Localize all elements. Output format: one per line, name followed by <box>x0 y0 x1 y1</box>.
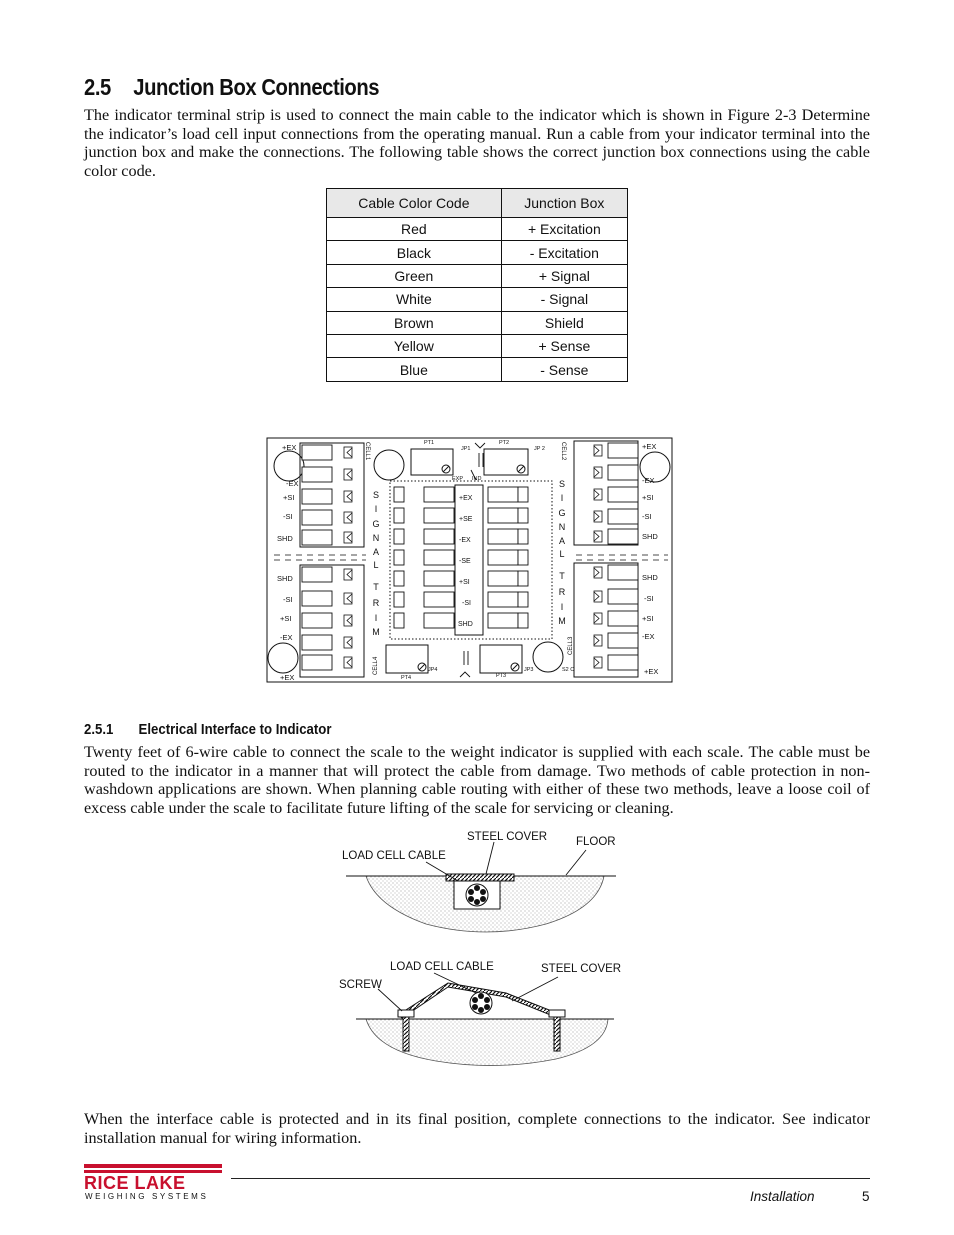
trim-letter: G <box>558 508 566 518</box>
terminal-block <box>518 613 528 628</box>
trim-letter: R <box>558 587 566 597</box>
trim-letter: A <box>558 536 566 546</box>
label-right-top-3: -SI <box>642 512 652 521</box>
footer-rule <box>231 1178 870 1179</box>
terminal-block <box>518 550 528 565</box>
terminal-block <box>518 592 528 607</box>
color-cell: Red <box>327 218 502 241</box>
trim-letter: I <box>374 613 378 623</box>
center-label-1: +SE <box>459 516 473 523</box>
trim-letter: L <box>559 549 565 559</box>
jp2-label: JP 2 <box>534 446 545 452</box>
color-cell: Yellow <box>327 334 502 357</box>
trim-letter: I <box>374 504 378 514</box>
terminal-block <box>424 550 454 565</box>
center-label-0: +EX <box>459 495 473 502</box>
label-right-bottom-4: +EX <box>644 667 659 676</box>
fig2-cable-label: LOAD CELL CABLE <box>390 961 494 973</box>
subsection-number: 2.5.1 <box>84 721 114 738</box>
logo-brand-bottom: WEIGHING SYSTEMS <box>85 1192 209 1201</box>
terminal-block <box>488 550 518 565</box>
terminal-block <box>518 529 528 544</box>
terminal-block <box>424 571 454 586</box>
logo-brand-top: RICE LAKE <box>84 1173 186 1193</box>
terminal-block <box>424 508 454 523</box>
terminal-block <box>302 567 352 582</box>
color-cell: Brown <box>327 311 502 334</box>
terminal-block <box>594 655 638 670</box>
floor-channel-figure <box>336 826 626 942</box>
label-left-bottom-2: +SI <box>280 614 292 623</box>
terminal-block <box>594 529 638 544</box>
terminal-block <box>594 487 638 502</box>
terminal-block <box>394 571 404 586</box>
fig1-steel-cover-label: STEEL COVER <box>467 831 548 843</box>
terminal-block <box>518 508 528 523</box>
terminal-block <box>394 592 404 607</box>
trim-letter: M <box>372 627 380 637</box>
terminal-block <box>594 443 638 458</box>
terminal-block <box>594 611 638 626</box>
terminal-cell: - Sense <box>501 358 627 381</box>
table-row <box>327 218 628 241</box>
terminal-block <box>302 655 352 670</box>
terminal-block <box>394 529 404 544</box>
label-right-bottom-1: -SI <box>644 594 654 603</box>
table-row <box>327 334 628 357</box>
trim-letter: N <box>372 533 380 543</box>
terminal-cell: + Signal <box>501 264 627 287</box>
trim-letter: I <box>560 602 564 612</box>
table-row <box>327 241 628 264</box>
terminal-block <box>424 592 454 607</box>
label-right-top-2: +SI <box>642 493 654 502</box>
subsection-paragraph: Twenty feet of 6-wire cable to connect the scale to the weight indicator is supplied with each scale. The cable must be routed to the indicator in a manner that will protect the cable from damage. Two methods of cable protection in non-washdown applications are shown. When planning cable routing with either of these two methods, leave a loose coil of excess cable under the scale to facilitate future lifting of the scale for servicing or cleaning. <box>84 743 870 817</box>
trim-letter: G <box>372 519 380 529</box>
label-left-bottom-1: -SI <box>283 595 293 604</box>
cell4-label: CELL4 <box>373 656 379 675</box>
label-right-top-1: -EX <box>642 476 655 485</box>
section-number: 2.5 <box>84 74 111 100</box>
center-label-5: -SI <box>462 600 471 607</box>
trim-letter: L <box>373 560 379 570</box>
junction-board-diagram <box>266 437 674 684</box>
trim-letter: S <box>558 479 566 489</box>
mount-hole <box>268 643 298 673</box>
terminal-block <box>302 467 352 482</box>
terminal-block <box>302 530 352 545</box>
terminal-cell: + Excitation <box>501 218 627 241</box>
terminal-block <box>488 571 518 586</box>
terminal-block <box>302 635 352 650</box>
color-code-table <box>326 188 628 382</box>
label-right-bottom-2: +SI <box>642 614 654 623</box>
jp1-label: JP1 <box>461 446 471 452</box>
trim-letter: I <box>560 493 564 503</box>
terminal-cell: - Excitation <box>501 241 627 264</box>
table-row <box>327 311 628 334</box>
label-right-top-4: SHD <box>642 532 658 541</box>
section-title: Junction Box Connections <box>133 74 380 100</box>
mount-hole <box>533 642 563 672</box>
pt3-label: PT3 <box>496 673 507 679</box>
terminal-block <box>518 487 528 502</box>
table-row <box>327 264 628 287</box>
label-left-top-1: -EX <box>286 479 299 488</box>
rice-lake-logo <box>84 1164 224 1202</box>
table-header-row <box>327 189 628 218</box>
fig1-floor-label: FLOOR <box>576 836 616 848</box>
terminal-block <box>424 529 454 544</box>
terminal-block <box>394 550 404 565</box>
color-cell: Blue <box>327 358 502 381</box>
terminal-block <box>424 613 454 628</box>
footer-section-name: Installation <box>750 1189 815 1204</box>
table-row <box>327 358 628 381</box>
terminal-block <box>302 591 352 606</box>
terminal-block <box>302 445 352 460</box>
trim-letter: T <box>559 571 565 581</box>
label-left-bottom-3: -EX <box>280 633 293 642</box>
cable-bundle <box>466 884 488 906</box>
table-header-cell: Junction Box <box>501 189 627 218</box>
terminal-block <box>594 633 638 648</box>
trim-letter: N <box>558 522 566 532</box>
terminal-block <box>394 487 404 502</box>
center-label-2: -EX <box>459 537 471 544</box>
terminal-block <box>302 489 352 504</box>
terminal-cell: Shield <box>501 311 627 334</box>
jp3-label: JP3 <box>524 667 534 673</box>
s2c-label: S2 C <box>562 667 575 673</box>
pt1-label: PT1 <box>424 440 435 446</box>
fig2-screw-label: SCREW <box>339 979 382 991</box>
trim-letter: M <box>558 616 566 626</box>
terminal-block <box>488 529 518 544</box>
floor-cutout <box>366 1019 608 1066</box>
pt2-label: PT2 <box>499 440 510 446</box>
label-left-bottom-4: +EX <box>280 673 295 682</box>
terminal-cell: - Signal <box>501 288 627 311</box>
terminal-block <box>424 487 454 502</box>
color-cell: Black <box>327 241 502 264</box>
table-row <box>327 288 628 311</box>
trim-letter: T <box>373 582 379 592</box>
label-right-bottom-3: -EX <box>642 632 655 641</box>
terminal-block <box>488 613 518 628</box>
terminal-cell: + Sense <box>501 334 627 357</box>
label-left-top-2: +SI <box>283 493 295 502</box>
section-heading <box>84 74 379 101</box>
terminal-block <box>488 592 518 607</box>
terminal-block <box>488 508 518 523</box>
terminal-block <box>594 565 638 580</box>
color-cell: White <box>327 288 502 311</box>
terminal-block <box>594 589 638 604</box>
cable-bundle <box>470 992 492 1014</box>
trim-letter: A <box>372 547 380 557</box>
intro-paragraph: The indicator terminal strip is used to connect the main cable to the indicator which is shown in Figure 2-3 Determine the indicator’s load cell input connections from the operating manual. Run a cable from your indicator terminal into the junction box and make the connections. The following table shows the correct junction box connections using the cable color code. <box>84 106 870 180</box>
terminal-block <box>302 510 352 525</box>
cell2-label: CELL2 <box>560 442 566 461</box>
subsection-heading <box>84 721 332 738</box>
table-header-cell: Cable Color Code <box>327 189 502 218</box>
terminal-block <box>594 465 638 480</box>
terminal-block <box>518 571 528 586</box>
terminal-block <box>394 613 404 628</box>
cell1-label: CELL1 <box>364 442 370 461</box>
color-cell: Green <box>327 264 502 287</box>
terminal-block <box>394 508 404 523</box>
trim-letter: R <box>372 598 380 608</box>
mount-hole <box>374 450 404 480</box>
center-label-6: SHD <box>458 621 473 628</box>
label-left-top-4: SHD <box>277 534 293 543</box>
pt4-label: PT4 <box>401 675 412 681</box>
jp4-label: JP4 <box>428 667 438 673</box>
exp-label: EXP <box>452 476 464 482</box>
closing-paragraph: When the interface cable is protected and in its final position, complete connections to the indicator. See indicator installation manual for wiring information. <box>84 1110 870 1147</box>
label-left-top-3: -SI <box>283 512 293 521</box>
center-label-3: -SE <box>459 558 471 565</box>
label-left-top-0: +EX <box>282 443 297 452</box>
cell3-label: CELL3 <box>568 636 574 655</box>
raised-cover-figure <box>336 955 626 1073</box>
terminal-block <box>488 487 518 502</box>
terminal-block <box>594 509 638 524</box>
label-left-bottom-0: SHD <box>277 574 293 583</box>
trim-letter: S <box>372 490 380 500</box>
ind-label: IND <box>472 476 482 482</box>
label-right-bottom-0: SHD <box>642 573 658 582</box>
center-label-4: +SI <box>459 579 470 586</box>
fig1-cable-label: LOAD CELL CABLE <box>342 850 446 862</box>
page-number: 5 <box>862 1189 870 1204</box>
subsection-title: Electrical Interface to Indicator <box>138 721 332 738</box>
label-right-top-0: +EX <box>642 442 657 451</box>
fig2-steel-cover-label: STEEL COVER <box>541 963 622 975</box>
terminal-block <box>302 613 352 628</box>
